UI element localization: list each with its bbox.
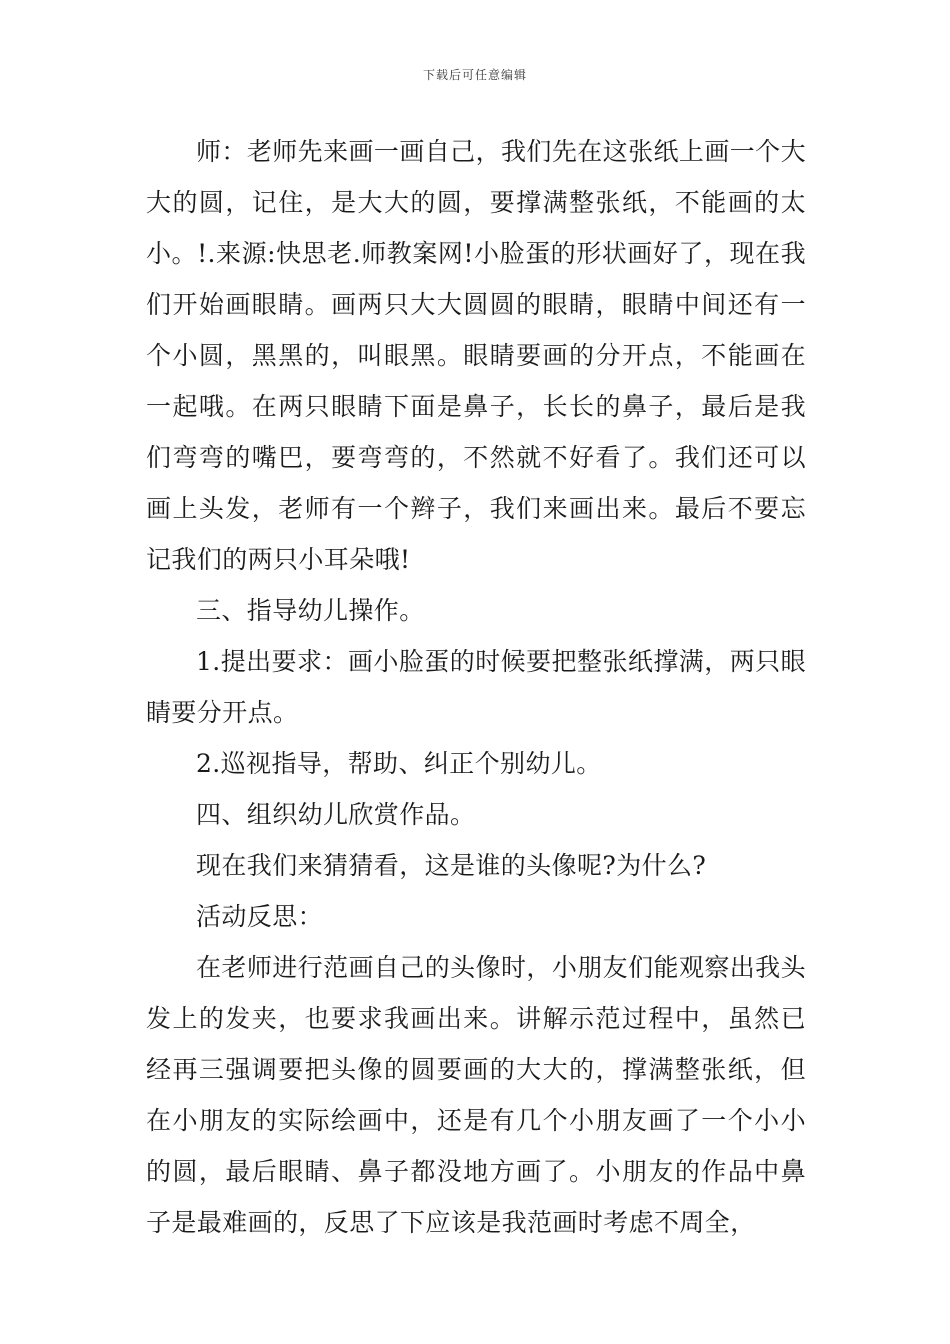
paragraph-reflection: 在老师进行范画自己的头像时，小朋友们能观察出我头发上的发夹，也要求我画出来。讲解示范过程中，虽然已经再三强调要把头像的圆要画的大大的，撑满整张纸，但在小朋友的实际绘画中，还是有几个小朋友画了一个小小的圆，最后眼睛、鼻子都没地方画了。小朋友的作品中鼻子是最难画的，反思了下应该是我范画时考虑不周全，: [146, 953, 806, 1237]
section-heading-guide-children: 三、指导幼儿操作。: [196, 596, 425, 625]
paragraph-guess-question: 现在我们来猜猜看，这是谁的头像呢?为什么?: [196, 851, 707, 880]
list-item-patrol-guidance: 2.巡视指导，帮助、纠正个别幼儿。: [196, 749, 602, 778]
document-body: [146, 126, 806, 1248]
section-heading-appreciate-works: 四、组织幼儿欣赏作品。: [196, 800, 476, 829]
paragraph-teacher-demo: 师：老师先来画一画自己，我们先在这张纸上画一个大大的圆，记住，是大大的圆，要撑满整张纸，不能画的太小。!.来源:快思老.师教案网!小脸蛋的形状画好了，现在我们开始画眼睛。画两只大大圆圆的眼睛，眼睛中间还有一个小圆，黑黑的，叫眼黑。眼睛要画的分开点，不能画在一起哦。在两只眼睛下面是鼻子，长长的鼻子，最后是我们弯弯的嘴巴，要弯弯的，不然就不好看了。我们还可以画上头发，老师有一个辫子，我们来画出来。最后不要忘记我们的两只小耳朵哦!: [146, 137, 806, 574]
list-item-requirement: 1.提出要求：画小脸蛋的时候要把整张纸撑满，两只眼睛要分开点。: [146, 647, 806, 727]
section-heading-reflection: 活动反思：: [196, 902, 324, 931]
header-note: 下载后可任意编辑: [422, 68, 527, 82]
